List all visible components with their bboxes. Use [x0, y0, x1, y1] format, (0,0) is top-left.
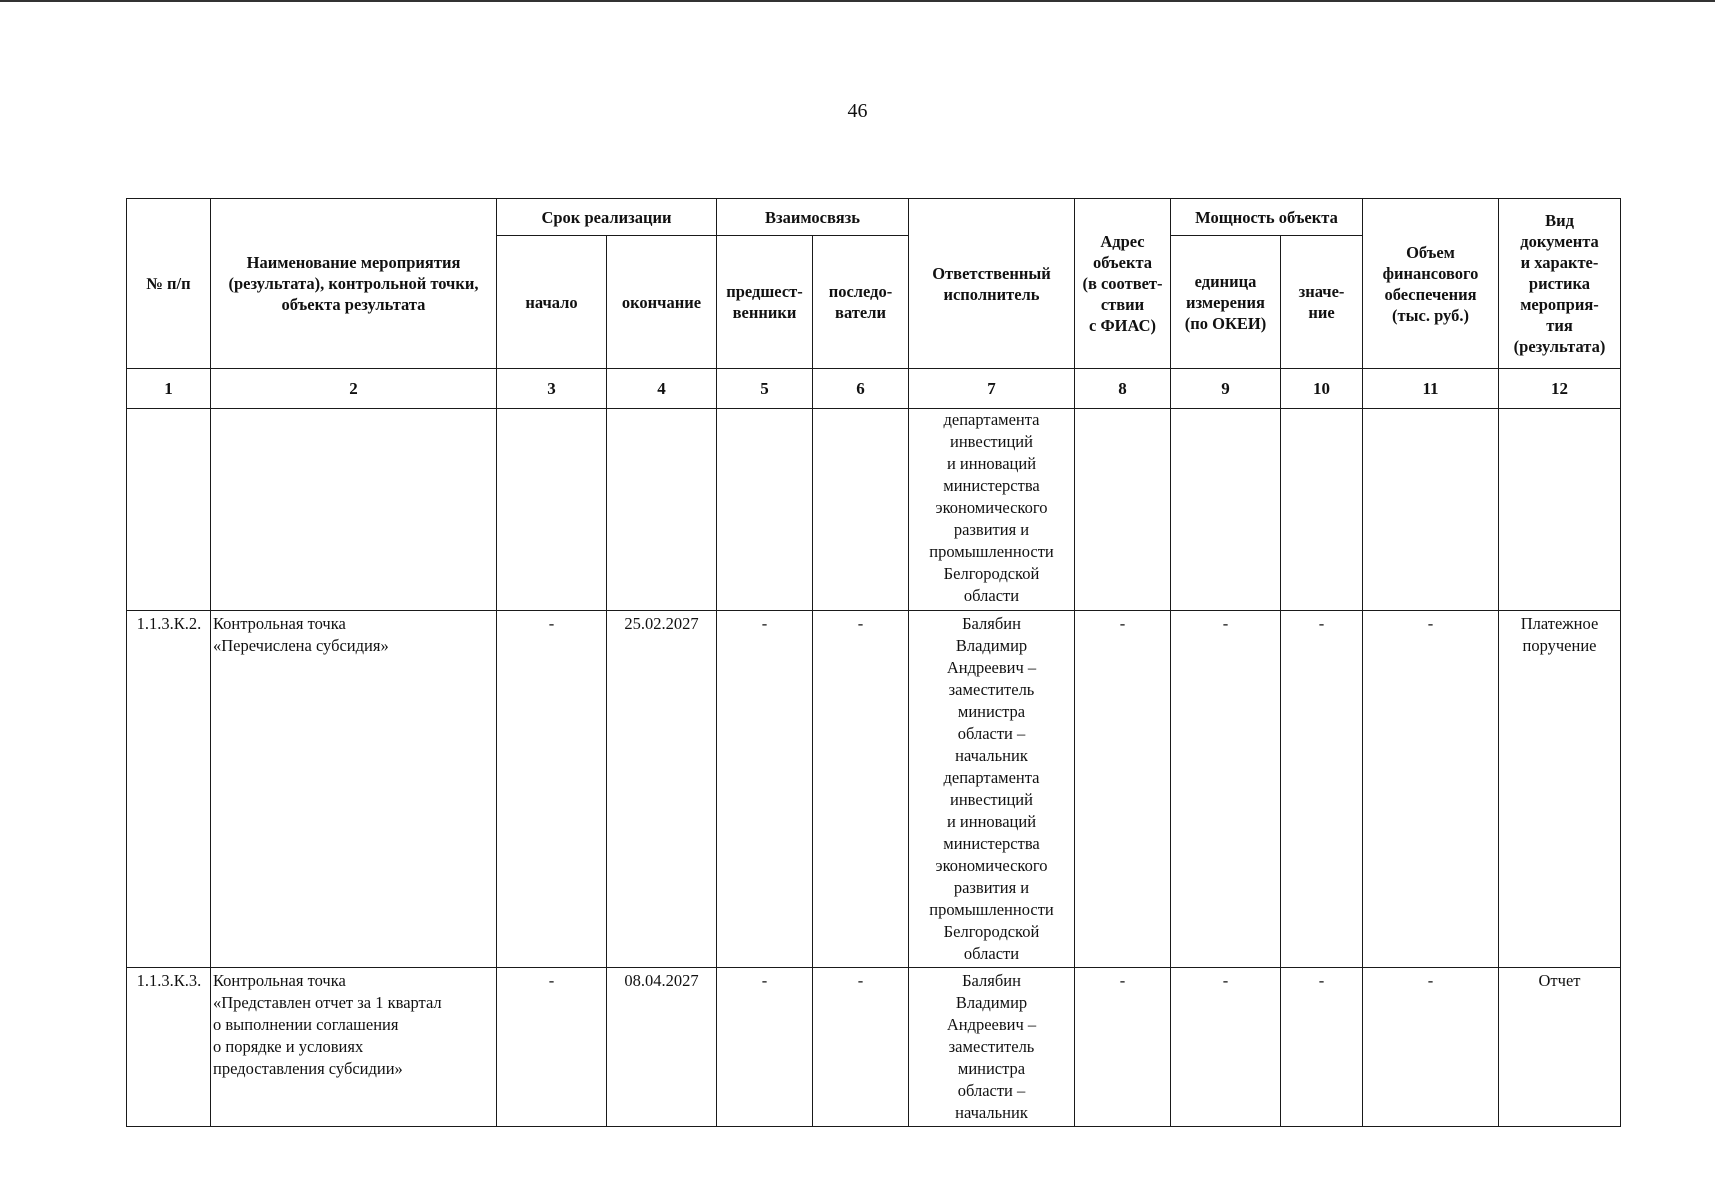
column-number: 8	[1075, 369, 1171, 409]
cell-value: -	[1281, 611, 1363, 968]
cell-start	[497, 409, 607, 611]
header-group-link: Взаимосвязь	[717, 199, 909, 236]
cell-finance	[1363, 409, 1499, 611]
header-col-address: Адрес объекта (в соответ- ствии с ФИАС)	[1075, 199, 1171, 369]
cell-end: 08.04.2027	[607, 968, 717, 1127]
cell-unit: -	[1171, 968, 1281, 1127]
cell-no	[127, 409, 211, 611]
cell-doc	[1499, 409, 1621, 611]
cell-doc: Отчет	[1499, 968, 1621, 1127]
column-number: 12	[1499, 369, 1621, 409]
cell-address: -	[1075, 968, 1171, 1127]
header-col-successors: последо- ватели	[813, 236, 909, 369]
cell-end	[607, 409, 717, 611]
column-numbers-row	[127, 369, 1621, 409]
cell-doc: Платежное поручение	[1499, 611, 1621, 968]
column-number: 3	[497, 369, 607, 409]
cell-executor: департамента инвестиций и инноваций министерства экономического развития и промышленности Белгородской области	[909, 409, 1075, 611]
column-number: 7	[909, 369, 1075, 409]
cell-predecessors: -	[717, 611, 813, 968]
cell-start: -	[497, 968, 607, 1127]
cell-successors	[813, 409, 909, 611]
header-group-capacity: Мощность объекта	[1171, 199, 1363, 236]
cell-end: 25.02.2027	[607, 611, 717, 968]
column-number: 5	[717, 369, 813, 409]
cell-value	[1281, 409, 1363, 611]
header-col-end: окончание	[607, 236, 717, 369]
cell-finance: -	[1363, 968, 1499, 1127]
header-col-no: № п/п	[127, 199, 211, 369]
column-number: 9	[1171, 369, 1281, 409]
table-row	[127, 409, 1621, 611]
header-col-start: начало	[497, 236, 607, 369]
column-number: 10	[1281, 369, 1363, 409]
cell-executor: Балябин Владимир Андреевич – заместитель министра области – начальник	[909, 968, 1075, 1127]
column-number: 11	[1363, 369, 1499, 409]
cell-start: -	[497, 611, 607, 968]
table-row	[127, 611, 1621, 968]
cell-unit	[1171, 409, 1281, 611]
cell-name: Контрольная точка «Перечислена субсидия»	[211, 611, 497, 968]
measures-table	[126, 198, 1621, 1127]
cell-value: -	[1281, 968, 1363, 1127]
table-row	[127, 968, 1621, 1127]
cell-predecessors	[717, 409, 813, 611]
cell-finance: -	[1363, 611, 1499, 968]
cell-successors: -	[813, 611, 909, 968]
header-col-predecessors: предшест- венники	[717, 236, 813, 369]
header-group-term: Срок реализации	[497, 199, 717, 236]
header-col-value: значе- ние	[1281, 236, 1363, 369]
cell-address	[1075, 409, 1171, 611]
column-number: 1	[127, 369, 211, 409]
column-number: 2	[211, 369, 497, 409]
cell-successors: -	[813, 968, 909, 1127]
cell-address: -	[1075, 611, 1171, 968]
column-number: 4	[607, 369, 717, 409]
cell-no: 1.1.3.К.3.	[127, 968, 211, 1127]
header-col-finance: Объем финансового обеспечения (тыс. руб.)	[1363, 199, 1499, 369]
header-col-name: Наименование мероприятия (результата), контрольной точки, объекта результата	[211, 199, 497, 369]
column-number: 6	[813, 369, 909, 409]
cell-executor: Балябин Владимир Андреевич – заместитель министра области – начальник департамента инвестиций и инноваций министерства экономического развития и промышленности Белгородской области	[909, 611, 1075, 968]
header-col-unit: единица измерения (по ОКЕИ)	[1171, 236, 1281, 369]
cell-unit: -	[1171, 611, 1281, 968]
top-border-line	[0, 0, 1715, 2]
cell-predecessors: -	[717, 968, 813, 1127]
header-col-doc: Вид документа и характе- ристика мероприя- тия (результата)	[1499, 199, 1621, 369]
cell-name	[211, 409, 497, 611]
cell-no: 1.1.3.К.2.	[127, 611, 211, 968]
header-col-executor: Ответственный исполнитель	[909, 199, 1075, 369]
page-number: 46	[847, 100, 868, 122]
header-row-1	[127, 199, 1621, 236]
cell-name: Контрольная точка «Представлен отчет за 1 квартал о выполнении соглашения о порядке и условиях предоставления субсидии»	[211, 968, 497, 1127]
